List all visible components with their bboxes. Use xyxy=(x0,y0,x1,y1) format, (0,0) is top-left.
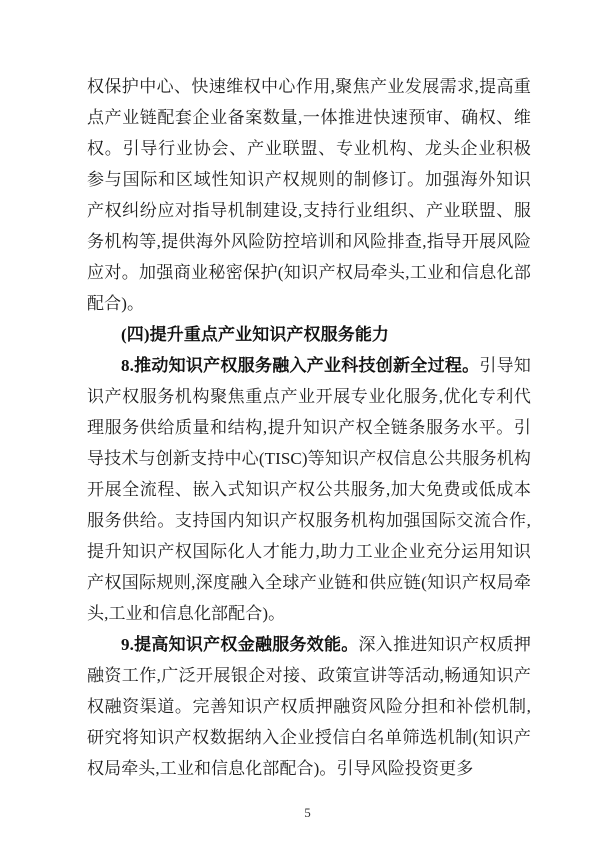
item-8-bold-lead: 8.推动知识产权服务融入产业科技创新全过程。 xyxy=(121,356,480,375)
section-heading: (四)提升重点产业知识产权服务能力 xyxy=(121,325,390,344)
item-8-body-text: 引导知识产权服务机构聚焦重点产业开展专业化服务,优化专利代理服务供给质量和结构,提升知识产权全链条服务水平。引导技术与创新支持中心(TISC)等知识产权信息公共服务机构开展全流程、嵌入式知识产权公共服务,加大免费或低成本服务供给。支持国内知识产权服务机构加强国际交流合作,提升知识产权国际化人才能力,助力工业企业充分运用知识产权国际规则,深度融入全球产业链和供应链(知识产权局牵头,工业和信息化部配合)。 xyxy=(87,356,531,623)
paragraph-item-8 xyxy=(87,350,531,629)
item-9-body-text: 深入推进知识产权质押融资工作,广泛开展银企对接、政策宣讲等活动,畅通知识产权融资渠道。完善知识产权质押融资风险分担和补偿机制,研究将知识产权数据纳入企业授信白名单筛选机制(知识产权局牵头,工业和信息化部配合)。引导风险投资更多 xyxy=(87,635,532,778)
page-number: 5 xyxy=(304,805,311,820)
item-9-bold-lead: 9.提高知识产权金融服务效能。 xyxy=(121,635,359,654)
paragraph-item-9 xyxy=(87,629,531,784)
document-body xyxy=(87,71,531,784)
paragraph-continuation: 权保护中心、快速维权中心作用,聚焦产业发展需求,提高重点产业链配套企业备案数量,一体推进快速预审、确权、维权。引导行业协会、产业联盟、专业机构、龙头企业积极参与国际和区域性知识产权规则的制修订。加强海外知识产权纠纷应对指导机制建设,支持行业组织、产业联盟、服务机构等,提供海外风险防控培训和风险排查,指导开展风险应对。加强商业秘密保护(知识产权局牵头,工业和信息化部配合)。 xyxy=(87,77,531,313)
